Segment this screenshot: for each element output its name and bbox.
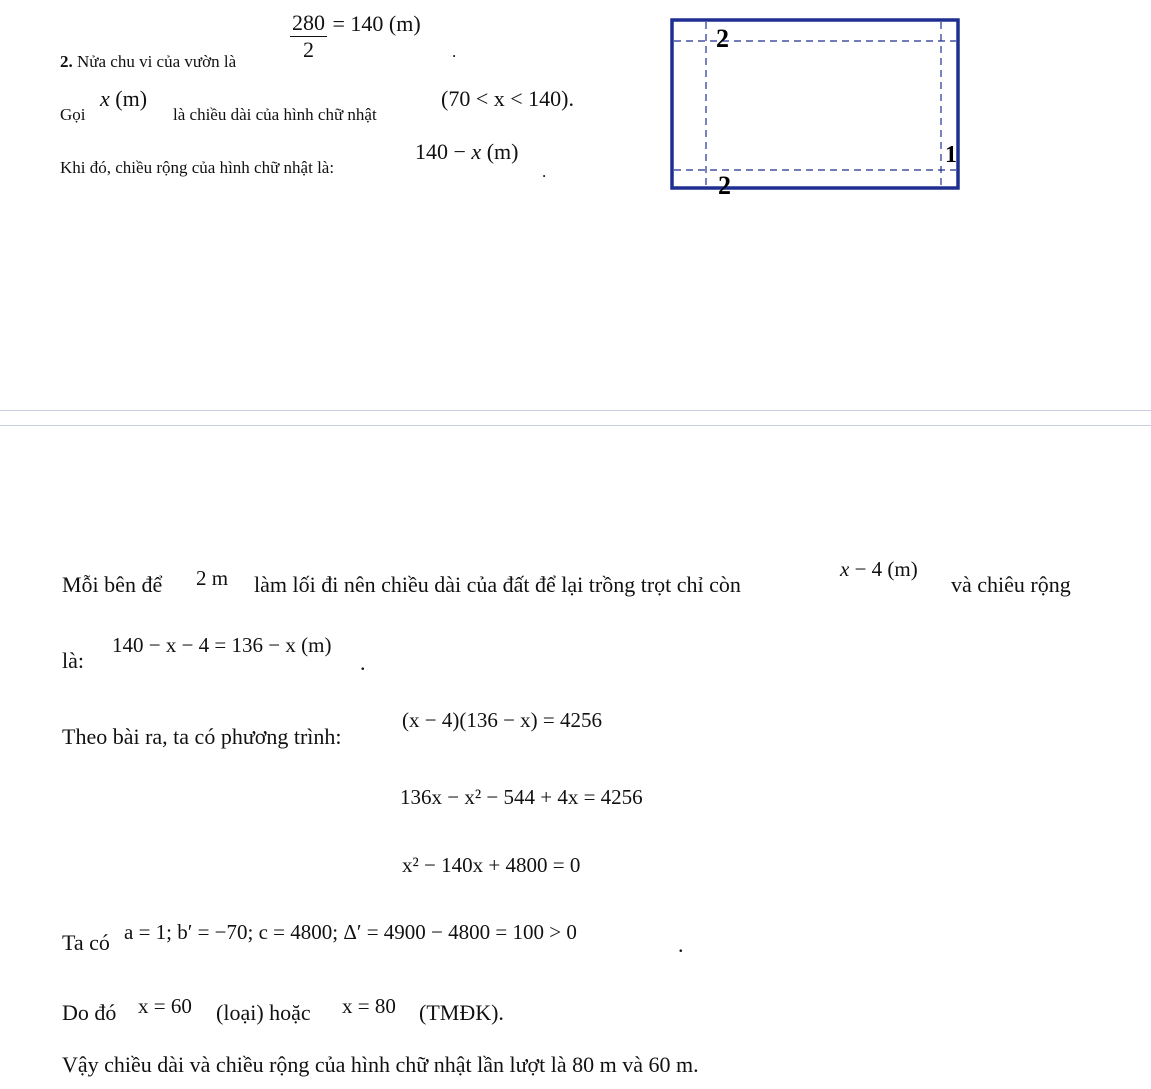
- garden-diagram: [668, 14, 964, 196]
- item-number: 2.: [60, 52, 73, 71]
- solution-x2: x = 80: [342, 994, 396, 1018]
- let-prefix: Gọi: [60, 105, 86, 124]
- line2-period: .: [360, 650, 366, 675]
- line1-b: làm lối đi nên chiều dài của đất để lại trồng trọt chỉ còn: [254, 572, 741, 597]
- line1-a: Mỗi bên để: [62, 572, 163, 597]
- equation-1: (x − 4)(136 − x) = 4256: [402, 708, 603, 732]
- solution-a: Do đó: [62, 1000, 117, 1025]
- half-perimeter-text: Nửa chu vi của vườn là: [77, 52, 237, 71]
- condition: (70 < x < 140).: [441, 86, 574, 111]
- page-separator-bottom: [0, 425, 1151, 426]
- solution-c: (TMĐK).: [419, 1000, 504, 1025]
- diagram-label-top: 2: [716, 24, 729, 53]
- width-period: .: [542, 162, 547, 181]
- coefficients: a = 1; b′ = −70; c = 4800; Δ′ = 4900 − 4800 = 100 > 0: [124, 920, 577, 944]
- garden-border: [672, 20, 958, 188]
- width-text: Khi đó, chiều rộng của hình chữ nhật là:: [60, 158, 335, 177]
- solution-x1: x = 60: [138, 994, 192, 1018]
- line1-expression: x − 4 (m): [840, 557, 918, 581]
- equation-2: 136x − x² − 544 + 4x = 4256: [400, 785, 643, 809]
- let-variable: x (m): [100, 86, 148, 111]
- coefficients-period: .: [678, 932, 684, 957]
- line2-a: là:: [62, 648, 84, 673]
- fraction-denominator: 2: [303, 37, 314, 62]
- fraction: [290, 10, 327, 63]
- conclusion: Vậy chiều dài và chiều rộng của hình chữ nhật lần lượt là 80 m và 60 m.: [62, 1052, 699, 1077]
- page-separator-top: [0, 410, 1151, 411]
- line1-value: 2 m: [196, 566, 229, 590]
- solution-b: (loại) hoặc: [216, 1000, 311, 1025]
- diagram-label-bottom: 2: [718, 171, 731, 196]
- equation-3: x² − 140x + 4800 = 0: [402, 853, 581, 877]
- line2-expression: 140 − x − 4 = 136 − x (m): [112, 633, 332, 657]
- equation-intro: Theo bài ra, ta có phương trình:: [62, 724, 342, 749]
- diagram-label-right: 1: [945, 142, 957, 168]
- half-perimeter-line: [60, 52, 236, 72]
- formula-period: .: [452, 42, 457, 61]
- let-text: là chiều dài của hình chữ nhật: [173, 105, 377, 124]
- fraction-result: = 140 (m): [332, 10, 421, 36]
- width-expression: 140 − x (m): [415, 139, 519, 164]
- line1-c: và chiêu rộng: [951, 572, 1071, 597]
- coefficients-intro: Ta có: [62, 930, 110, 955]
- half-perimeter-formula: [290, 10, 421, 63]
- fraction-numerator: 280: [292, 10, 325, 35]
